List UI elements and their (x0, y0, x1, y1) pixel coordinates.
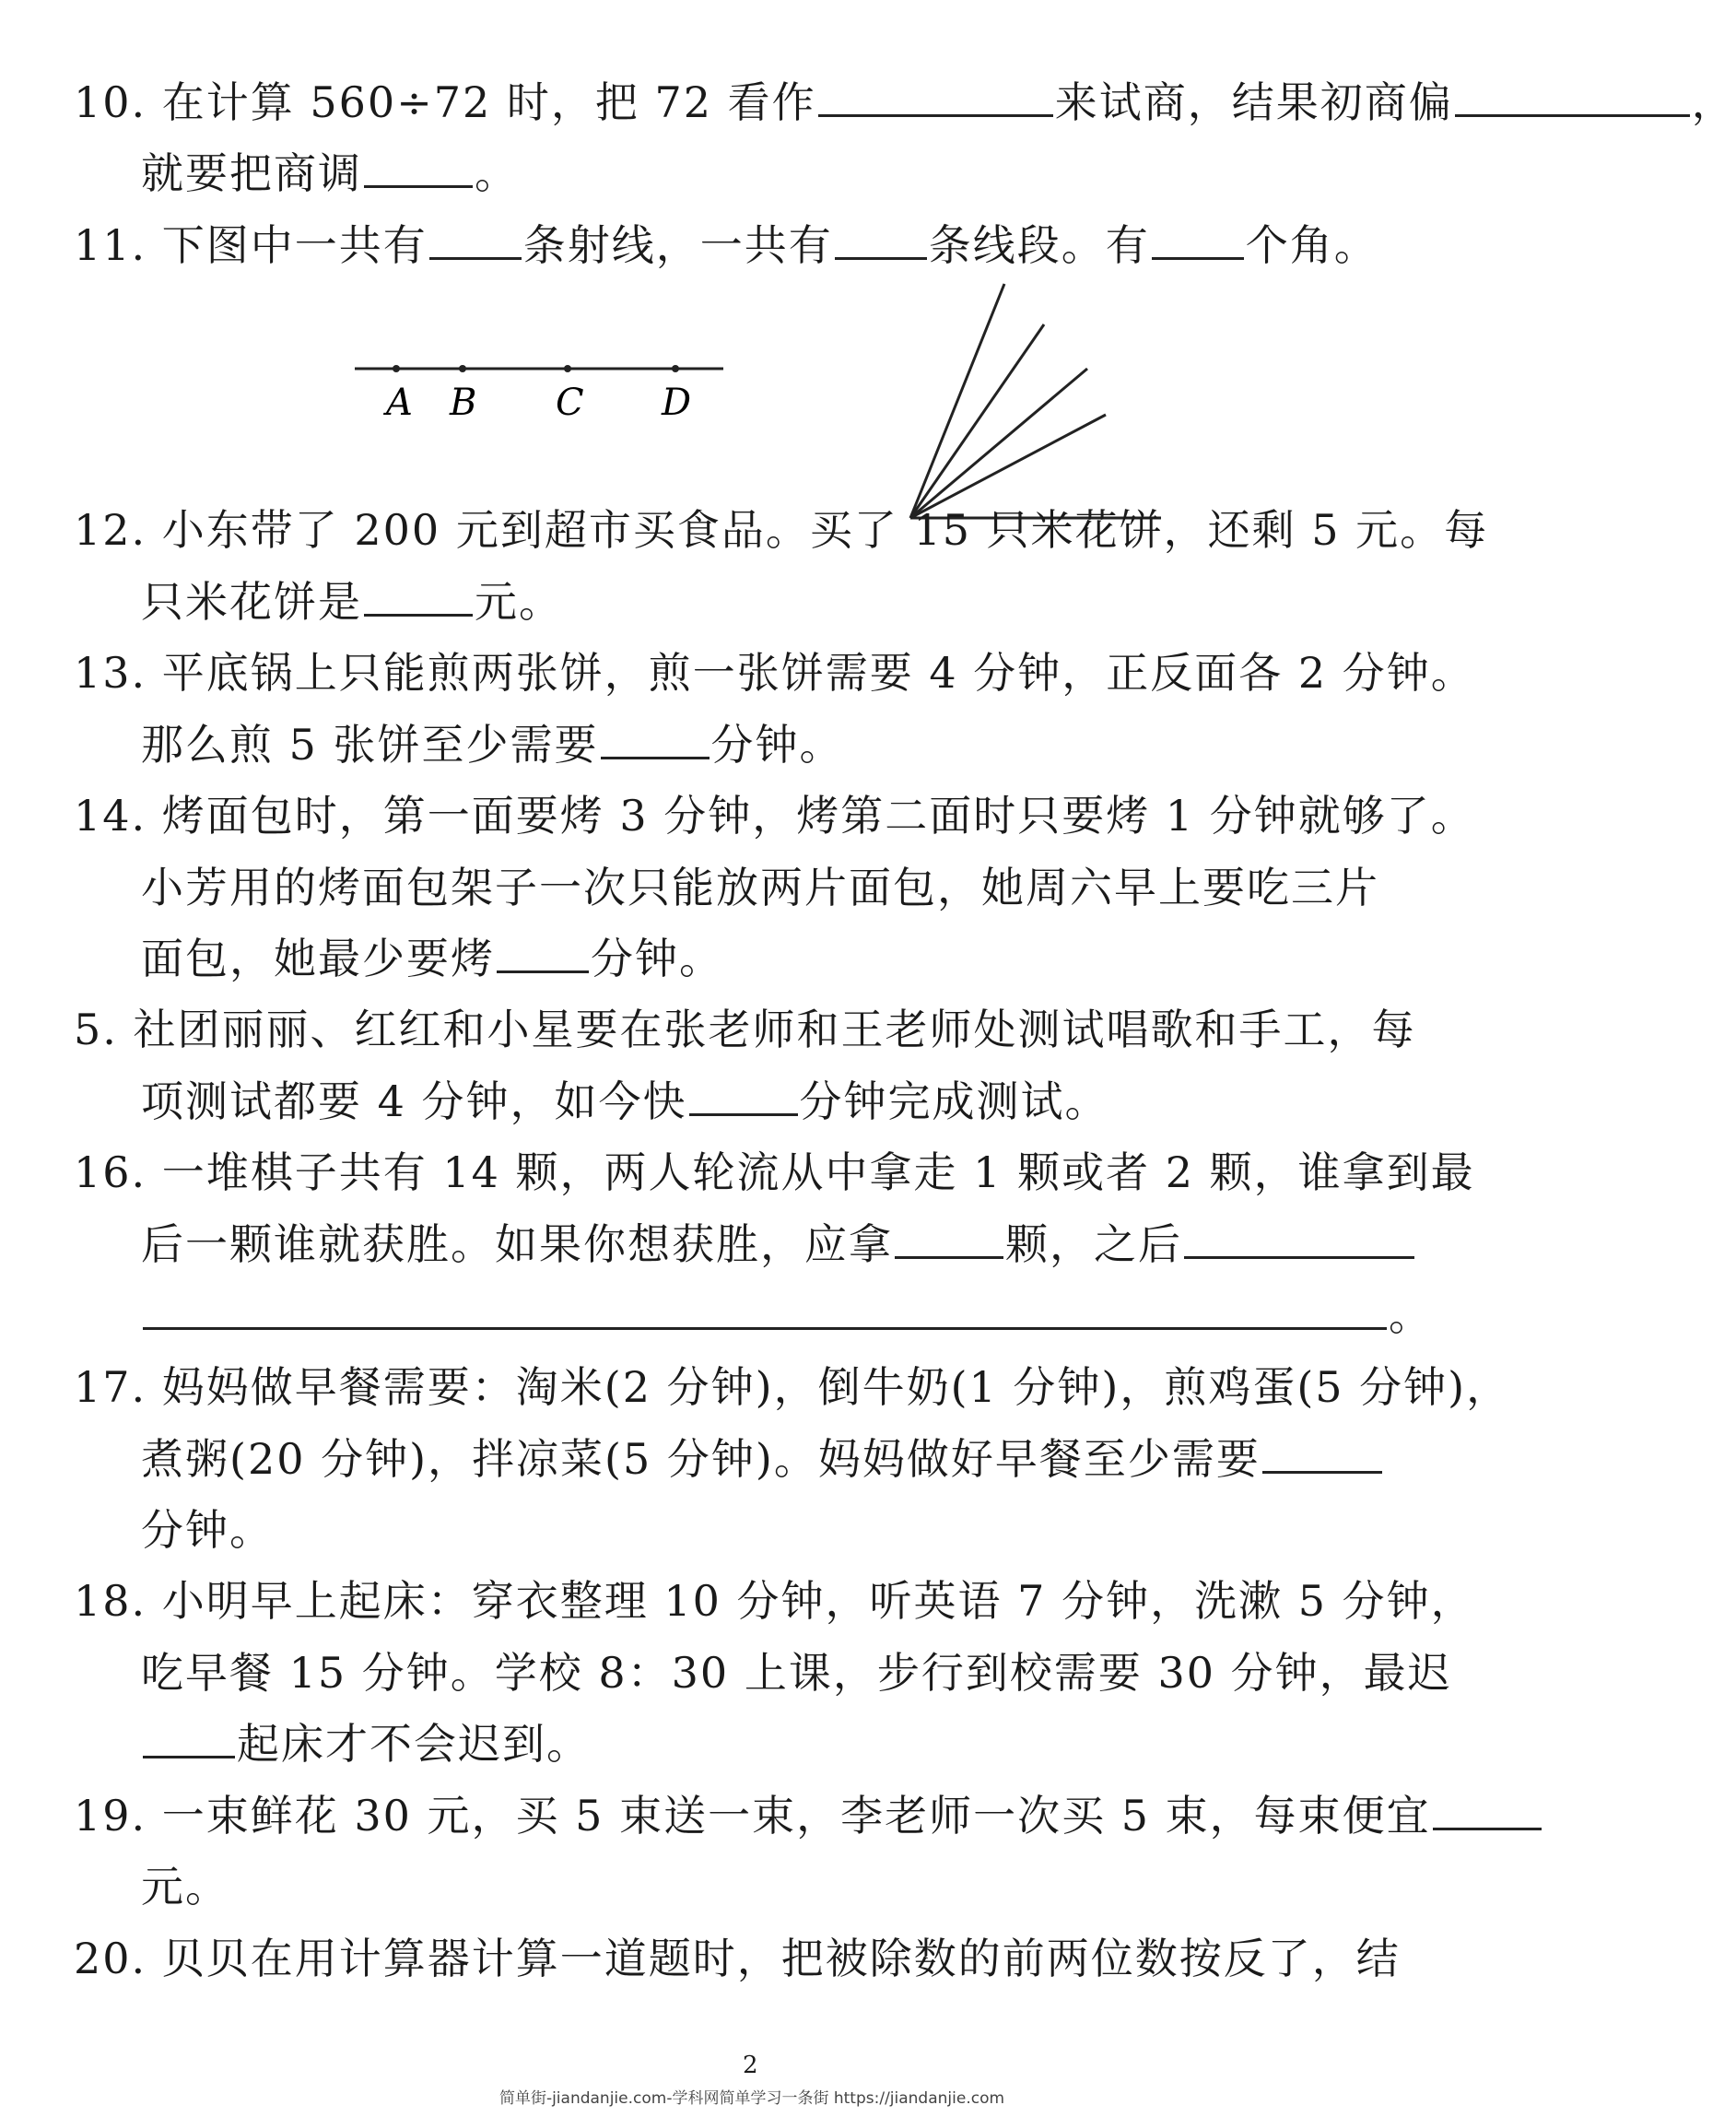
point-d-dot (672, 365, 679, 372)
answer-blank[interactable] (818, 81, 1053, 117)
q16-line-3: 。 (141, 1294, 1433, 1336)
point-a-dot (393, 365, 400, 372)
answer-blank[interactable] (1184, 1223, 1414, 1259)
q13-line-1: 13. 平底锅上只能煎两张饼，煎一张饼需要 4 分钟，正反面各 2 分钟。 (74, 648, 1475, 698)
point-label-c: C (556, 382, 584, 424)
question-number: 5. (74, 1005, 118, 1054)
question-number: 10. (74, 77, 147, 127)
point-label-a: A (386, 382, 413, 424)
answer-blank[interactable] (497, 937, 589, 973)
answer-blank[interactable] (895, 1223, 1003, 1259)
q20-line-1: 20. 贝贝在用计算器计算一道题时，把被除数的前两位数按反了，结 (74, 1934, 1401, 1983)
point-b-dot (459, 365, 466, 372)
q10-line-1: 10. 在计算 560÷72 时，把 72 看作 来试商，结果初商偏 ， (74, 77, 1736, 127)
q15-line-2: 项测试都要 4 分钟，如今快 分钟完成测试。 (141, 1076, 1109, 1126)
q17-line-2: 煮粥(20 分钟)，拌凉菜(5 分钟)。妈妈做好早餐至少需要 (141, 1438, 1384, 1480)
q17-line-3: 分钟。 (141, 1505, 274, 1555)
ray (910, 415, 1106, 518)
question-number: 17. (74, 1362, 147, 1412)
q19-line-2: 元。 (141, 1862, 229, 1911)
footer-watermark: 简单街-jiandanjie.com-学科网简单学习一条街 https://jiandanjie.com (499, 2089, 1005, 2108)
q12-line-2: 只米花饼是 元。 (141, 577, 563, 627)
answer-blank-full-line[interactable] (143, 1294, 1387, 1330)
answer-blank[interactable] (1152, 224, 1244, 260)
question-number: 14. (74, 791, 147, 841)
question-number: 20. (74, 1934, 147, 1983)
question-number: 16. (74, 1147, 147, 1197)
answer-blank[interactable] (143, 1723, 235, 1758)
point-c-dot (564, 365, 571, 372)
question-number: 13. (74, 648, 147, 698)
q16-line-1: 16. 一堆棋子共有 14 颗，两人轮流从中拿走 1 颗或者 2 颗，谁拿到最 (74, 1147, 1475, 1197)
ray-angle-figure (894, 276, 1170, 535)
answer-blank[interactable] (835, 224, 927, 260)
q14-line-2: 小芳用的烤面包架子一次只能放两片面包，她周六早上要吃三片 (141, 863, 1379, 912)
question-number: 18. (74, 1576, 147, 1626)
q17-line-1: 17. 妈妈做早餐需要：淘米(2 分钟)，倒牛奶(1 分钟)，煎鸡蛋(5 分钟)， (74, 1362, 1511, 1412)
question-number: 19. (74, 1791, 147, 1841)
q15-line-1: 5. 社团丽丽、红红和小星要在张老师和王老师处测试唱歌和手工，每 (74, 1005, 1416, 1054)
q18-line-1: 18. 小明早上起床：穿衣整理 10 分钟，听英语 7 分钟，洗漱 5 分钟， (74, 1576, 1475, 1626)
answer-blank[interactable] (1433, 1794, 1542, 1830)
q12-line-1: 12. 小东带了 200 元到超市买食品。买了 15 只米花饼，还剩 5 元。每 (74, 505, 1489, 555)
answer-blank[interactable] (1262, 1438, 1382, 1474)
answer-blank[interactable] (1455, 81, 1690, 117)
question-number: 11. (74, 220, 147, 270)
q16-line-2: 后一颗谁就获胜。如果你想获胜，应拿 颗，之后 (141, 1223, 1416, 1265)
q11-line-1: 11. 下图中一共有 条射线，一共有 条线段。有 个角。 (74, 220, 1378, 270)
q13-line-2: 那么煎 5 张饼至少需要 分钟。 (141, 720, 844, 770)
q10-line-2: 就要把商调 。 (141, 148, 519, 198)
q18-line-2: 吃早餐 15 分钟。学校 8：30 上课，步行到校需要 30 分钟，最迟 (141, 1648, 1452, 1698)
line-segment-figure (346, 346, 733, 429)
point-label-b: B (450, 382, 477, 424)
q14-line-1: 14. 烤面包时，第一面要烤 3 分钟，烤第二面时只要烤 1 分钟就够了。 (74, 791, 1475, 841)
answer-blank[interactable] (429, 224, 522, 260)
answer-blank[interactable] (364, 581, 473, 617)
page-number: 2 (743, 2052, 758, 2079)
q19-line-1: 19. 一束鲜花 30 元，买 5 束送一束，李老师一次买 5 束，每束便宜 (74, 1794, 1543, 1837)
point-label-d: D (662, 382, 692, 424)
answer-blank[interactable] (364, 152, 473, 188)
q14-line-3: 面包，她最少要烤 分钟。 (141, 934, 723, 983)
question-number: 12. (74, 505, 147, 555)
answer-blank[interactable] (689, 1080, 798, 1116)
answer-blank[interactable] (601, 723, 710, 759)
q18-line-3: 起床才不会迟到。 (141, 1723, 591, 1765)
